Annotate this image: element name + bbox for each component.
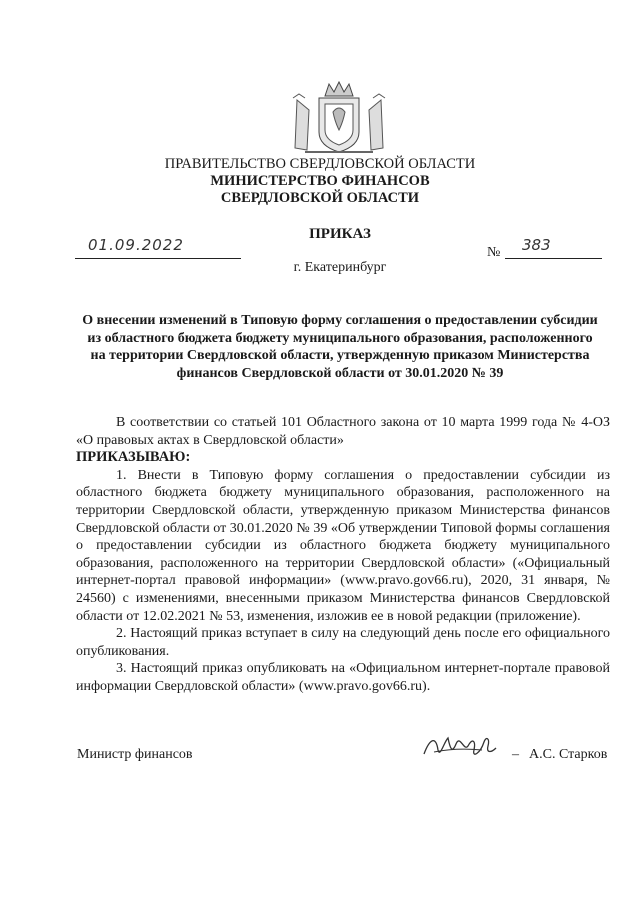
number-label: №	[487, 245, 501, 260]
signature-dash: –	[512, 747, 519, 762]
government-name: ПРАВИТЕЛЬСТВО СВЕРДЛОВСКОЙ ОБЛАСТИ	[164, 156, 476, 172]
coat-of-arms-emblem	[289, 80, 389, 158]
date-underline	[75, 258, 241, 259]
item-1: 1. Внести в Типовую форму соглашения о предоставлении субсидии из областного бюджета бюджету муниципального образования, расположенного на территории Свердловской области, утвержденную приказом Министерства финансов Свердловской области от 30.01.2020 № 39 «Об утверждении Типовой формы соглашения о предоставлении субсидии из областного бюджета бюджету муниципального образования, расположенного на территории Свердловской области» («Официальный интернет-портал правовой информации» (www.pravo.gov66.ru), 2020, 31 января, № 24560) с изменениями, внесенными приказом Министерства финансов Свердловской области от 12.02.2021 № 53, изменения, изложив ее в новой редакции (приложение).	[76, 467, 610, 624]
number-underline	[505, 258, 602, 259]
document-type: ПРИКАЗ	[309, 226, 371, 242]
ministry-name: МИНИСТЕРСТВО ФИНАНСОВ	[210, 173, 430, 189]
item-3: 3. Настоящий приказ опубликовать на «Официальном интернет-портале правовой информации Свердловской области» (www.pravo.gov66.ru).	[76, 661, 610, 694]
order-subject: О внесении изменений в Типовую форму соглашения о предоставлении субсидии из областного бюджета бюджету муниципального образования, расположенного на территории Свердловской области, утвержденную приказом Министерства финансов Свердловской области от 30.01.2020 № 39	[82, 313, 598, 381]
order-number: 383	[522, 236, 551, 254]
preamble: В соответствии со статьей 101 Областного закона от 10 марта 1999 года № 4-ОЗ «О правовых актах в Свердловской области»	[76, 415, 610, 448]
order-word: ПРИКАЗЫВАЮ:	[76, 449, 191, 466]
ministry-region: СВЕРДЛОВСКОЙ ОБЛАСТИ	[220, 190, 420, 206]
order-body	[76, 414, 610, 696]
order-date: 01.09.2022	[88, 236, 184, 254]
handwritten-signature	[420, 728, 500, 764]
signer-position: Министр финансов	[77, 747, 193, 762]
signer-name: А.С. Старков	[529, 747, 608, 762]
city: г. Екатеринбург	[293, 260, 387, 275]
item-2: 2. Настоящий приказ вступает в силу на следующий день после его официального опубликования.	[76, 626, 610, 659]
